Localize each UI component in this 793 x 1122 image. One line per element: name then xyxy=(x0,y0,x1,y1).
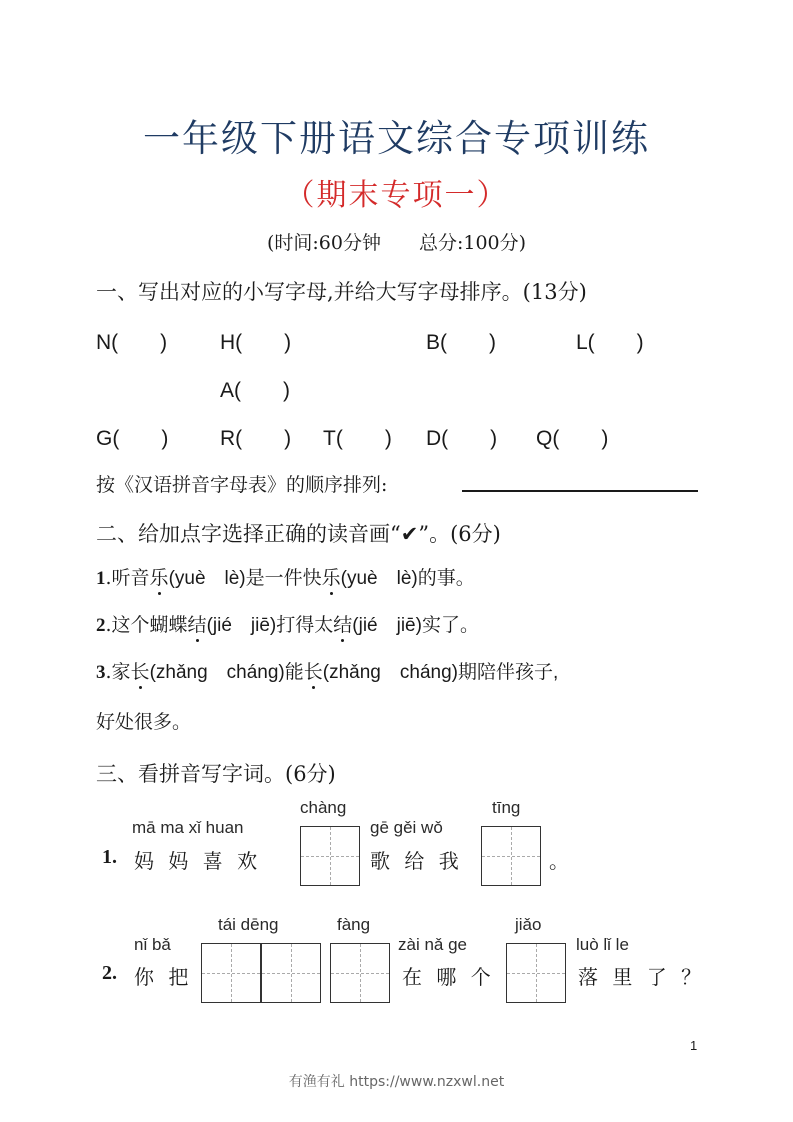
time-limit: (时间:60分钟 xyxy=(266,232,381,254)
pinyin-tai-deng: tái dēng xyxy=(218,915,279,934)
word-mama-xihuan: 妈 妈 喜 欢 xyxy=(134,849,262,873)
letter-A: A( ) xyxy=(220,379,290,402)
page-number: 1 xyxy=(690,1038,698,1053)
writing-box[interactable] xyxy=(201,943,261,1003)
letter-Q: Q( ) xyxy=(536,427,609,450)
period-mark: 。 xyxy=(549,849,569,873)
letter-N: N( ) xyxy=(96,331,168,354)
pinyin-ting: tīng xyxy=(492,798,521,817)
q3-1-number: 1. xyxy=(102,846,117,868)
writing-box[interactable] xyxy=(261,943,321,1003)
section3-heading: 三、看拼音写字词。(6分) xyxy=(96,762,336,786)
letter-G: G( ) xyxy=(96,427,169,450)
word-zai-na-ge: 在 哪 个 xyxy=(402,965,495,989)
letter-H: H( ) xyxy=(220,331,292,354)
writing-box[interactable] xyxy=(330,943,390,1003)
dotted-char: 结 xyxy=(188,610,207,637)
dotted-char: 结 xyxy=(333,610,352,637)
dotted-char: 乐 xyxy=(150,563,169,590)
pinyin-luo-li-le: luò lǐ le xyxy=(576,935,629,954)
dotted-char: 长 xyxy=(131,657,150,684)
page-title: 一年级下册语文综合专项训练 xyxy=(143,117,650,160)
section2-heading: 二、给加点字选择正确的读音画“✔”。(6分) xyxy=(96,522,501,546)
question-2-1: 1.听音乐(yuè lè)是一件快乐(yuè lè)的事。 xyxy=(96,563,475,590)
letter-R: R( ) xyxy=(220,427,292,450)
writing-box[interactable] xyxy=(300,826,360,886)
page-subtitle: （期末专项一） xyxy=(284,178,509,213)
letter-L: L( ) xyxy=(576,331,644,354)
dotted-char: 乐 xyxy=(322,563,341,590)
order-label: 按《汉语拼音字母表》的顺序排列: xyxy=(96,474,388,496)
pinyin-jiao: jiǎo xyxy=(515,915,542,934)
question-2-3: 3.家长(zhǎng cháng)能长(zhǎng cháng)期陪伴孩子, xyxy=(96,657,558,684)
pinyin-chang: chàng xyxy=(300,798,347,817)
writing-box[interactable] xyxy=(506,943,566,1003)
letter-T: T( ) xyxy=(323,427,392,450)
total-score: 总分:100分) xyxy=(418,232,527,254)
q3-2-number: 2. xyxy=(102,962,117,984)
pinyin-ge-gei-wo: gē gěi wǒ xyxy=(370,818,443,837)
answer-blank-line[interactable] xyxy=(462,490,698,492)
word-ni-ba: 你 把 xyxy=(134,965,193,989)
word-ge-gei-wo: 歌 给 我 xyxy=(370,849,463,873)
pinyin-mama-xihuan: mā ma xǐ huan xyxy=(132,818,244,837)
letter-D: D( ) xyxy=(426,427,498,450)
pinyin-fang: fàng xyxy=(337,915,371,934)
pinyin-ni-ba: nǐ bǎ xyxy=(134,935,171,954)
dotted-char: 长 xyxy=(304,657,323,684)
pinyin-zai-na-ge: zài nǎ ge xyxy=(398,935,467,954)
letter-B: B( ) xyxy=(426,331,496,354)
time-score-line xyxy=(0,228,793,255)
writing-box[interactable] xyxy=(481,826,541,886)
question-2-3-cont: 好处很多。 xyxy=(96,711,192,733)
section1-heading: 一、写出对应的小写字母,并给大写字母排序。(13分) xyxy=(96,280,587,304)
word-luo-li-le: 落 里 了 ？ xyxy=(578,965,706,989)
footer-watermark: 有渔有礼 https://www.nzxwl.net xyxy=(288,1074,505,1090)
question-2-2: 2.这个蝴蝶结(jié jiē)打得太结(jié jiē)实了。 xyxy=(96,610,479,637)
